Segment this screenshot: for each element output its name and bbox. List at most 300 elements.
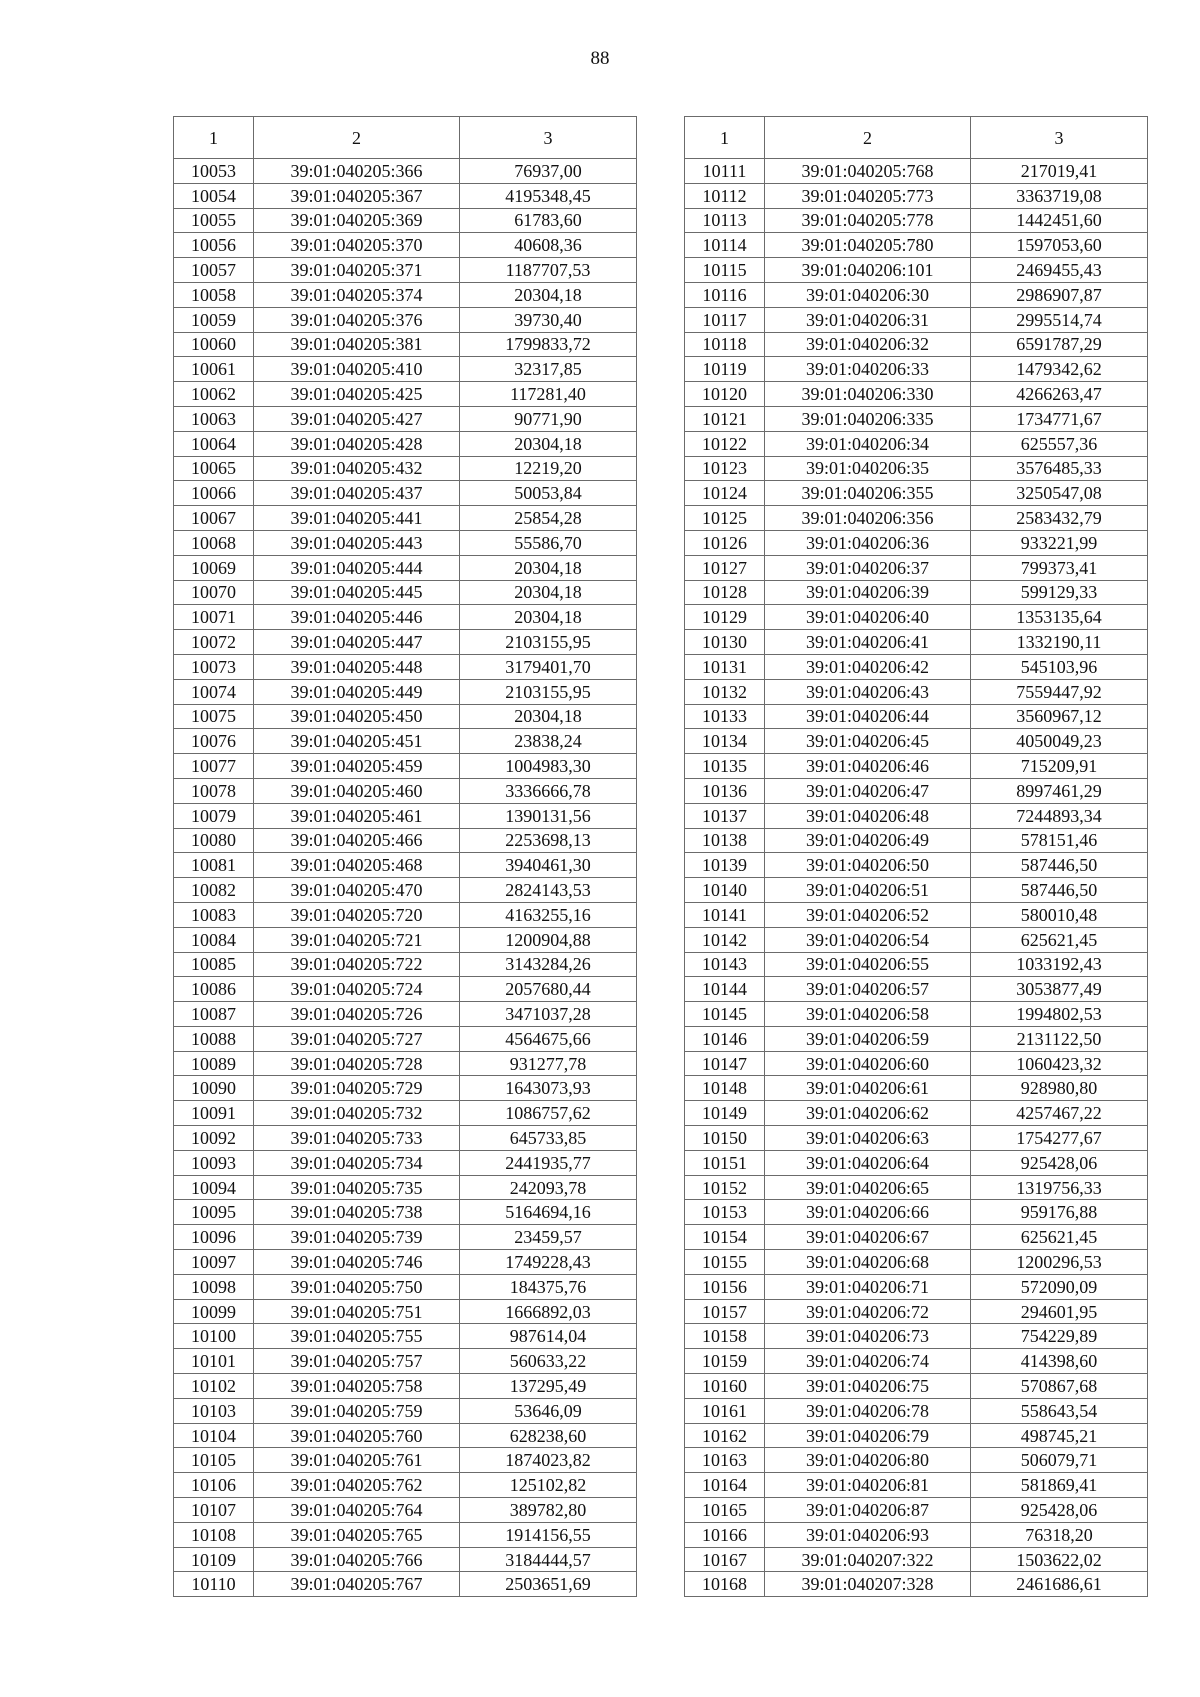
cell-row-number: 10110 xyxy=(174,1572,254,1597)
cell-value: 1994802,53 xyxy=(971,1002,1148,1027)
table-row xyxy=(174,1076,637,1101)
cell-cadastral-number: 39:01:040205:470 xyxy=(254,878,460,903)
cell-value: 587446,50 xyxy=(971,878,1148,903)
cell-cadastral-number: 39:01:040205:381 xyxy=(254,332,460,357)
cell-row-number: 10113 xyxy=(685,208,765,233)
cell-value: 1390131,56 xyxy=(460,803,637,828)
cell-value: 599129,33 xyxy=(971,580,1148,605)
cell-cadastral-number: 39:01:040205:720 xyxy=(254,902,460,927)
table-row xyxy=(174,977,637,1002)
table-row xyxy=(685,1374,1148,1399)
cell-row-number: 10077 xyxy=(174,754,254,779)
cell-row-number: 10088 xyxy=(174,1026,254,1051)
cell-cadastral-number: 39:01:040206:39 xyxy=(765,580,971,605)
cell-value: 1332190,11 xyxy=(971,630,1148,655)
cell-cadastral-number: 39:01:040205:732 xyxy=(254,1101,460,1126)
table-row xyxy=(685,357,1148,382)
cell-row-number: 10115 xyxy=(685,258,765,283)
table-row xyxy=(174,729,637,754)
cell-value: 625621,45 xyxy=(971,1225,1148,1250)
cell-cadastral-number: 39:01:040206:30 xyxy=(765,282,971,307)
cell-value: 20304,18 xyxy=(460,282,637,307)
page-number: 88 xyxy=(590,48,610,69)
cell-cadastral-number: 39:01:040205:451 xyxy=(254,729,460,754)
cell-row-number: 10121 xyxy=(685,406,765,431)
cell-value: 184375,76 xyxy=(460,1274,637,1299)
cell-cadastral-number: 39:01:040205:447 xyxy=(254,630,460,655)
cell-row-number: 10162 xyxy=(685,1423,765,1448)
cell-row-number: 10090 xyxy=(174,1076,254,1101)
cell-value: 55586,70 xyxy=(460,530,637,555)
cell-cadastral-number: 39:01:040206:335 xyxy=(765,406,971,431)
cell-row-number: 10061 xyxy=(174,357,254,382)
cell-value: 389782,80 xyxy=(460,1498,637,1523)
cell-value: 50053,84 xyxy=(460,481,637,506)
cadastral-table-left xyxy=(173,116,637,1597)
table-row xyxy=(174,258,637,283)
cell-row-number: 10129 xyxy=(685,605,765,630)
table-row xyxy=(174,555,637,580)
table-row xyxy=(174,1225,637,1250)
cell-value: 1799833,72 xyxy=(460,332,637,357)
cell-value: 754229,89 xyxy=(971,1324,1148,1349)
table-row xyxy=(174,605,637,630)
column-header-cadastral-number: 2 xyxy=(765,117,971,159)
cell-row-number: 10152 xyxy=(685,1175,765,1200)
cadastral-table-right xyxy=(684,116,1148,1597)
table-row xyxy=(685,382,1148,407)
cell-row-number: 10067 xyxy=(174,506,254,531)
table-row xyxy=(174,1572,637,1597)
cell-cadastral-number: 39:01:040206:73 xyxy=(765,1324,971,1349)
cell-row-number: 10059 xyxy=(174,307,254,332)
cell-cadastral-number: 39:01:040205:733 xyxy=(254,1126,460,1151)
cell-row-number: 10105 xyxy=(174,1448,254,1473)
cell-value: 3363719,08 xyxy=(971,183,1148,208)
table-row xyxy=(685,1522,1148,1547)
cell-cadastral-number: 39:01:040205:448 xyxy=(254,654,460,679)
cell-cadastral-number: 39:01:040206:67 xyxy=(765,1225,971,1250)
cell-row-number: 10091 xyxy=(174,1101,254,1126)
cell-row-number: 10070 xyxy=(174,580,254,605)
cell-value: 1004983,30 xyxy=(460,754,637,779)
cell-value: 20304,18 xyxy=(460,605,637,630)
table-row xyxy=(685,729,1148,754)
cell-row-number: 10151 xyxy=(685,1150,765,1175)
cell-row-number: 10073 xyxy=(174,654,254,679)
table-row xyxy=(174,778,637,803)
cell-cadastral-number: 39:01:040205:738 xyxy=(254,1200,460,1225)
cell-cadastral-number: 39:01:040206:41 xyxy=(765,630,971,655)
cell-row-number: 10123 xyxy=(685,456,765,481)
cell-value: 8997461,29 xyxy=(971,778,1148,803)
cell-cadastral-number: 39:01:040206:44 xyxy=(765,704,971,729)
table-row xyxy=(174,1101,637,1126)
cell-row-number: 10135 xyxy=(685,754,765,779)
cell-value: 61783,60 xyxy=(460,208,637,233)
cell-cadastral-number: 39:01:040206:80 xyxy=(765,1448,971,1473)
cell-row-number: 10143 xyxy=(685,952,765,977)
cell-row-number: 10167 xyxy=(685,1547,765,1572)
table-row xyxy=(174,431,637,456)
cell-cadastral-number: 39:01:040205:727 xyxy=(254,1026,460,1051)
table-row xyxy=(174,654,637,679)
cell-value: 2131122,50 xyxy=(971,1026,1148,1051)
cell-value: 6591787,29 xyxy=(971,332,1148,357)
cell-cadastral-number: 39:01:040205:728 xyxy=(254,1051,460,1076)
cell-value: 1187707,53 xyxy=(460,258,637,283)
cell-value: 242093,78 xyxy=(460,1175,637,1200)
table-row xyxy=(174,481,637,506)
cell-row-number: 10161 xyxy=(685,1398,765,1423)
column-header-value: 3 xyxy=(460,117,637,159)
cell-value: 2103155,95 xyxy=(460,630,637,655)
cell-value: 76937,00 xyxy=(460,159,637,184)
cell-cadastral-number: 39:01:040205:366 xyxy=(254,159,460,184)
cell-cadastral-number: 39:01:040206:65 xyxy=(765,1175,971,1200)
cell-row-number: 10148 xyxy=(685,1076,765,1101)
cell-cadastral-number: 39:01:040205:722 xyxy=(254,952,460,977)
cell-row-number: 10112 xyxy=(685,183,765,208)
cell-value: 1200904,88 xyxy=(460,927,637,952)
cell-value: 294601,95 xyxy=(971,1299,1148,1324)
table-row xyxy=(174,754,637,779)
cell-value: 625621,45 xyxy=(971,927,1148,952)
cell-row-number: 10139 xyxy=(685,853,765,878)
cell-cadastral-number: 39:01:040206:62 xyxy=(765,1101,971,1126)
cell-value: 572090,09 xyxy=(971,1274,1148,1299)
table-row xyxy=(174,902,637,927)
cell-cadastral-number: 39:01:040205:758 xyxy=(254,1374,460,1399)
table-row xyxy=(174,1324,637,1349)
table-row xyxy=(685,183,1148,208)
table-row xyxy=(174,1200,637,1225)
cell-cadastral-number: 39:01:040205:750 xyxy=(254,1274,460,1299)
cell-cadastral-number: 39:01:040206:36 xyxy=(765,530,971,555)
table-row xyxy=(174,530,637,555)
table-row xyxy=(174,1250,637,1275)
cell-row-number: 10101 xyxy=(174,1349,254,1374)
cell-row-number: 10147 xyxy=(685,1051,765,1076)
table-row xyxy=(174,952,637,977)
cell-row-number: 10160 xyxy=(685,1374,765,1399)
cell-value: 570867,68 xyxy=(971,1374,1148,1399)
cell-row-number: 10094 xyxy=(174,1175,254,1200)
cell-row-number: 10084 xyxy=(174,927,254,952)
cell-value: 20304,18 xyxy=(460,704,637,729)
table-row xyxy=(685,282,1148,307)
cell-cadastral-number: 39:01:040206:58 xyxy=(765,1002,971,1027)
cell-row-number: 10065 xyxy=(174,456,254,481)
cell-row-number: 10053 xyxy=(174,159,254,184)
table-row xyxy=(685,1002,1148,1027)
table-row xyxy=(685,406,1148,431)
cell-row-number: 10145 xyxy=(685,1002,765,1027)
cell-value: 125102,82 xyxy=(460,1473,637,1498)
table-row xyxy=(174,1473,637,1498)
cell-row-number: 10125 xyxy=(685,506,765,531)
table-row xyxy=(685,828,1148,853)
cell-row-number: 10095 xyxy=(174,1200,254,1225)
table-row xyxy=(685,853,1148,878)
cell-cadastral-number: 39:01:040205:762 xyxy=(254,1473,460,1498)
cell-row-number: 10111 xyxy=(685,159,765,184)
cell-row-number: 10099 xyxy=(174,1299,254,1324)
table-row xyxy=(174,704,637,729)
cell-value: 23838,24 xyxy=(460,729,637,754)
table-row xyxy=(685,1175,1148,1200)
cell-row-number: 10154 xyxy=(685,1225,765,1250)
table-row xyxy=(685,1126,1148,1151)
table-row xyxy=(174,1026,637,1051)
table-row xyxy=(174,1423,637,1448)
cell-cadastral-number: 39:01:040206:75 xyxy=(765,1374,971,1399)
cell-cadastral-number: 39:01:040205:734 xyxy=(254,1150,460,1175)
cell-cadastral-number: 39:01:040205:376 xyxy=(254,307,460,332)
cell-cadastral-number: 39:01:040206:64 xyxy=(765,1150,971,1175)
cell-row-number: 10069 xyxy=(174,555,254,580)
table-row xyxy=(685,1473,1148,1498)
cell-cadastral-number: 39:01:040205:739 xyxy=(254,1225,460,1250)
table-row xyxy=(174,282,637,307)
cell-row-number: 10144 xyxy=(685,977,765,1002)
cell-cadastral-number: 39:01:040205:767 xyxy=(254,1572,460,1597)
cell-value: 715209,91 xyxy=(971,754,1148,779)
cell-value: 931277,78 xyxy=(460,1051,637,1076)
table-row xyxy=(174,1299,637,1324)
column-header-number: 1 xyxy=(685,117,765,159)
cell-row-number: 10085 xyxy=(174,952,254,977)
cell-cadastral-number: 39:01:040205:773 xyxy=(765,183,971,208)
cell-row-number: 10057 xyxy=(174,258,254,283)
cell-value: 23459,57 xyxy=(460,1225,637,1250)
table-row xyxy=(174,332,637,357)
cell-value: 3184444,57 xyxy=(460,1547,637,1572)
table-row xyxy=(174,1150,637,1175)
cell-cadastral-number: 39:01:040206:66 xyxy=(765,1200,971,1225)
cell-cadastral-number: 39:01:040206:72 xyxy=(765,1299,971,1324)
cell-row-number: 10074 xyxy=(174,679,254,704)
cell-value: 4163255,16 xyxy=(460,902,637,927)
cell-row-number: 10068 xyxy=(174,530,254,555)
cell-value: 1479342,62 xyxy=(971,357,1148,382)
cell-row-number: 10100 xyxy=(174,1324,254,1349)
cell-cadastral-number: 39:01:040206:40 xyxy=(765,605,971,630)
table-row xyxy=(685,654,1148,679)
cell-value: 4266263,47 xyxy=(971,382,1148,407)
table-row xyxy=(685,605,1148,630)
cell-value: 925428,06 xyxy=(971,1498,1148,1523)
table-row xyxy=(685,952,1148,977)
cell-row-number: 10157 xyxy=(685,1299,765,1324)
cell-value: 1914156,55 xyxy=(460,1522,637,1547)
cell-value: 3940461,30 xyxy=(460,853,637,878)
cell-cadastral-number: 39:01:040205:729 xyxy=(254,1076,460,1101)
table-row xyxy=(174,382,637,407)
cell-row-number: 10063 xyxy=(174,406,254,431)
cell-cadastral-number: 39:01:040205:766 xyxy=(254,1547,460,1572)
cell-value: 2824143,53 xyxy=(460,878,637,903)
cell-row-number: 10081 xyxy=(174,853,254,878)
table-row xyxy=(174,1448,637,1473)
cell-row-number: 10165 xyxy=(685,1498,765,1523)
cell-row-number: 10146 xyxy=(685,1026,765,1051)
cell-row-number: 10071 xyxy=(174,605,254,630)
cell-value: 32317,85 xyxy=(460,357,637,382)
cell-cadastral-number: 39:01:040205:721 xyxy=(254,927,460,952)
table-row xyxy=(685,530,1148,555)
cell-value: 578151,46 xyxy=(971,828,1148,853)
cell-row-number: 10109 xyxy=(174,1547,254,1572)
cell-cadastral-number: 39:01:040206:79 xyxy=(765,1423,971,1448)
cell-row-number: 10079 xyxy=(174,803,254,828)
cell-cadastral-number: 39:01:040205:446 xyxy=(254,605,460,630)
cell-cadastral-number: 39:01:040206:37 xyxy=(765,555,971,580)
cell-cadastral-number: 39:01:040206:81 xyxy=(765,1473,971,1498)
cell-value: 3576485,33 xyxy=(971,456,1148,481)
cell-cadastral-number: 39:01:040205:444 xyxy=(254,555,460,580)
cell-value: 1060423,32 xyxy=(971,1051,1148,1076)
cell-cadastral-number: 39:01:040205:369 xyxy=(254,208,460,233)
cell-row-number: 10078 xyxy=(174,778,254,803)
table-row xyxy=(174,208,637,233)
cell-cadastral-number: 39:01:040205:761 xyxy=(254,1448,460,1473)
table-row xyxy=(685,704,1148,729)
table-row xyxy=(174,828,637,853)
table-row xyxy=(174,233,637,258)
cell-value: 7244893,34 xyxy=(971,803,1148,828)
table-row xyxy=(174,456,637,481)
table-row xyxy=(685,1274,1148,1299)
cell-cadastral-number: 39:01:040206:35 xyxy=(765,456,971,481)
cell-value: 2057680,44 xyxy=(460,977,637,1002)
cell-value: 928980,80 xyxy=(971,1076,1148,1101)
cell-row-number: 10119 xyxy=(685,357,765,382)
table-row xyxy=(174,1498,637,1523)
cell-cadastral-number: 39:01:040206:60 xyxy=(765,1051,971,1076)
cell-cadastral-number: 39:01:040206:31 xyxy=(765,307,971,332)
cell-row-number: 10102 xyxy=(174,1374,254,1399)
cell-value: 581869,41 xyxy=(971,1473,1148,1498)
cell-row-number: 10083 xyxy=(174,902,254,927)
cell-cadastral-number: 39:01:040206:101 xyxy=(765,258,971,283)
cell-cadastral-number: 39:01:040206:42 xyxy=(765,654,971,679)
table-row xyxy=(174,927,637,952)
cell-cadastral-number: 39:01:040205:755 xyxy=(254,1324,460,1349)
table-header-row xyxy=(174,117,637,159)
cell-row-number: 10141 xyxy=(685,902,765,927)
cell-value: 90771,90 xyxy=(460,406,637,431)
cell-value: 1086757,62 xyxy=(460,1101,637,1126)
cell-value: 2441935,77 xyxy=(460,1150,637,1175)
cell-cadastral-number: 39:01:040206:356 xyxy=(765,506,971,531)
cell-value: 3471037,28 xyxy=(460,1002,637,1027)
cell-cadastral-number: 39:01:040205:759 xyxy=(254,1398,460,1423)
table-row xyxy=(685,1349,1148,1374)
cell-value: 4257467,22 xyxy=(971,1101,1148,1126)
cell-cadastral-number: 39:01:040205:780 xyxy=(765,233,971,258)
cell-value: 1874023,82 xyxy=(460,1448,637,1473)
cell-cadastral-number: 39:01:040205:371 xyxy=(254,258,460,283)
cell-row-number: 10106 xyxy=(174,1473,254,1498)
cell-cadastral-number: 39:01:040205:751 xyxy=(254,1299,460,1324)
table-row xyxy=(174,679,637,704)
cell-row-number: 10138 xyxy=(685,828,765,853)
cell-cadastral-number: 39:01:040205:441 xyxy=(254,506,460,531)
cell-value: 2503651,69 xyxy=(460,1572,637,1597)
cell-value: 959176,88 xyxy=(971,1200,1148,1225)
table-row xyxy=(174,1051,637,1076)
cell-value: 1319756,33 xyxy=(971,1175,1148,1200)
cell-value: 1643073,93 xyxy=(460,1076,637,1101)
cell-cadastral-number: 39:01:040205:757 xyxy=(254,1349,460,1374)
cell-value: 560633,22 xyxy=(460,1349,637,1374)
cell-row-number: 10060 xyxy=(174,332,254,357)
column-header-cadastral-number: 2 xyxy=(254,117,460,159)
cell-value: 2986907,87 xyxy=(971,282,1148,307)
table-row xyxy=(685,1200,1148,1225)
cell-value: 3250547,08 xyxy=(971,481,1148,506)
cell-cadastral-number: 39:01:040205:460 xyxy=(254,778,460,803)
cell-cadastral-number: 39:01:040206:49 xyxy=(765,828,971,853)
cell-value: 2253698,13 xyxy=(460,828,637,853)
table-row xyxy=(174,1175,637,1200)
table-row xyxy=(685,1448,1148,1473)
cell-cadastral-number: 39:01:040205:459 xyxy=(254,754,460,779)
cell-value: 2583432,79 xyxy=(971,506,1148,531)
table-row xyxy=(685,778,1148,803)
cell-value: 53646,09 xyxy=(460,1398,637,1423)
table-row xyxy=(685,456,1148,481)
cell-value: 4564675,66 xyxy=(460,1026,637,1051)
cell-row-number: 10126 xyxy=(685,530,765,555)
cell-value: 20304,18 xyxy=(460,431,637,456)
cell-value: 558643,54 xyxy=(971,1398,1148,1423)
cell-row-number: 10168 xyxy=(685,1572,765,1597)
table-row xyxy=(174,406,637,431)
cell-row-number: 10131 xyxy=(685,654,765,679)
table-row xyxy=(685,1324,1148,1349)
cell-cadastral-number: 39:01:040205:425 xyxy=(254,382,460,407)
cell-value: 39730,40 xyxy=(460,307,637,332)
cell-row-number: 10118 xyxy=(685,332,765,357)
cell-cadastral-number: 39:01:040206:87 xyxy=(765,1498,971,1523)
cell-value: 506079,71 xyxy=(971,1448,1148,1473)
cell-value: 545103,96 xyxy=(971,654,1148,679)
cell-value: 1353135,64 xyxy=(971,605,1148,630)
table-row xyxy=(685,1150,1148,1175)
cell-cadastral-number: 39:01:040205:427 xyxy=(254,406,460,431)
cell-value: 498745,21 xyxy=(971,1423,1148,1448)
cell-cadastral-number: 39:01:040206:46 xyxy=(765,754,971,779)
table-row xyxy=(685,754,1148,779)
cell-cadastral-number: 39:01:040205:778 xyxy=(765,208,971,233)
cell-row-number: 10122 xyxy=(685,431,765,456)
cell-cadastral-number: 39:01:040206:78 xyxy=(765,1398,971,1423)
table-row xyxy=(685,1101,1148,1126)
table-row xyxy=(685,555,1148,580)
cell-value: 645733,85 xyxy=(460,1126,637,1151)
cell-cadastral-number: 39:01:040206:34 xyxy=(765,431,971,456)
cell-row-number: 10134 xyxy=(685,729,765,754)
cell-row-number: 10104 xyxy=(174,1423,254,1448)
table-row xyxy=(174,1274,637,1299)
cell-cadastral-number: 39:01:040206:33 xyxy=(765,357,971,382)
cell-row-number: 10166 xyxy=(685,1522,765,1547)
table-row xyxy=(685,630,1148,655)
cell-row-number: 10072 xyxy=(174,630,254,655)
cell-value: 2995514,74 xyxy=(971,307,1148,332)
